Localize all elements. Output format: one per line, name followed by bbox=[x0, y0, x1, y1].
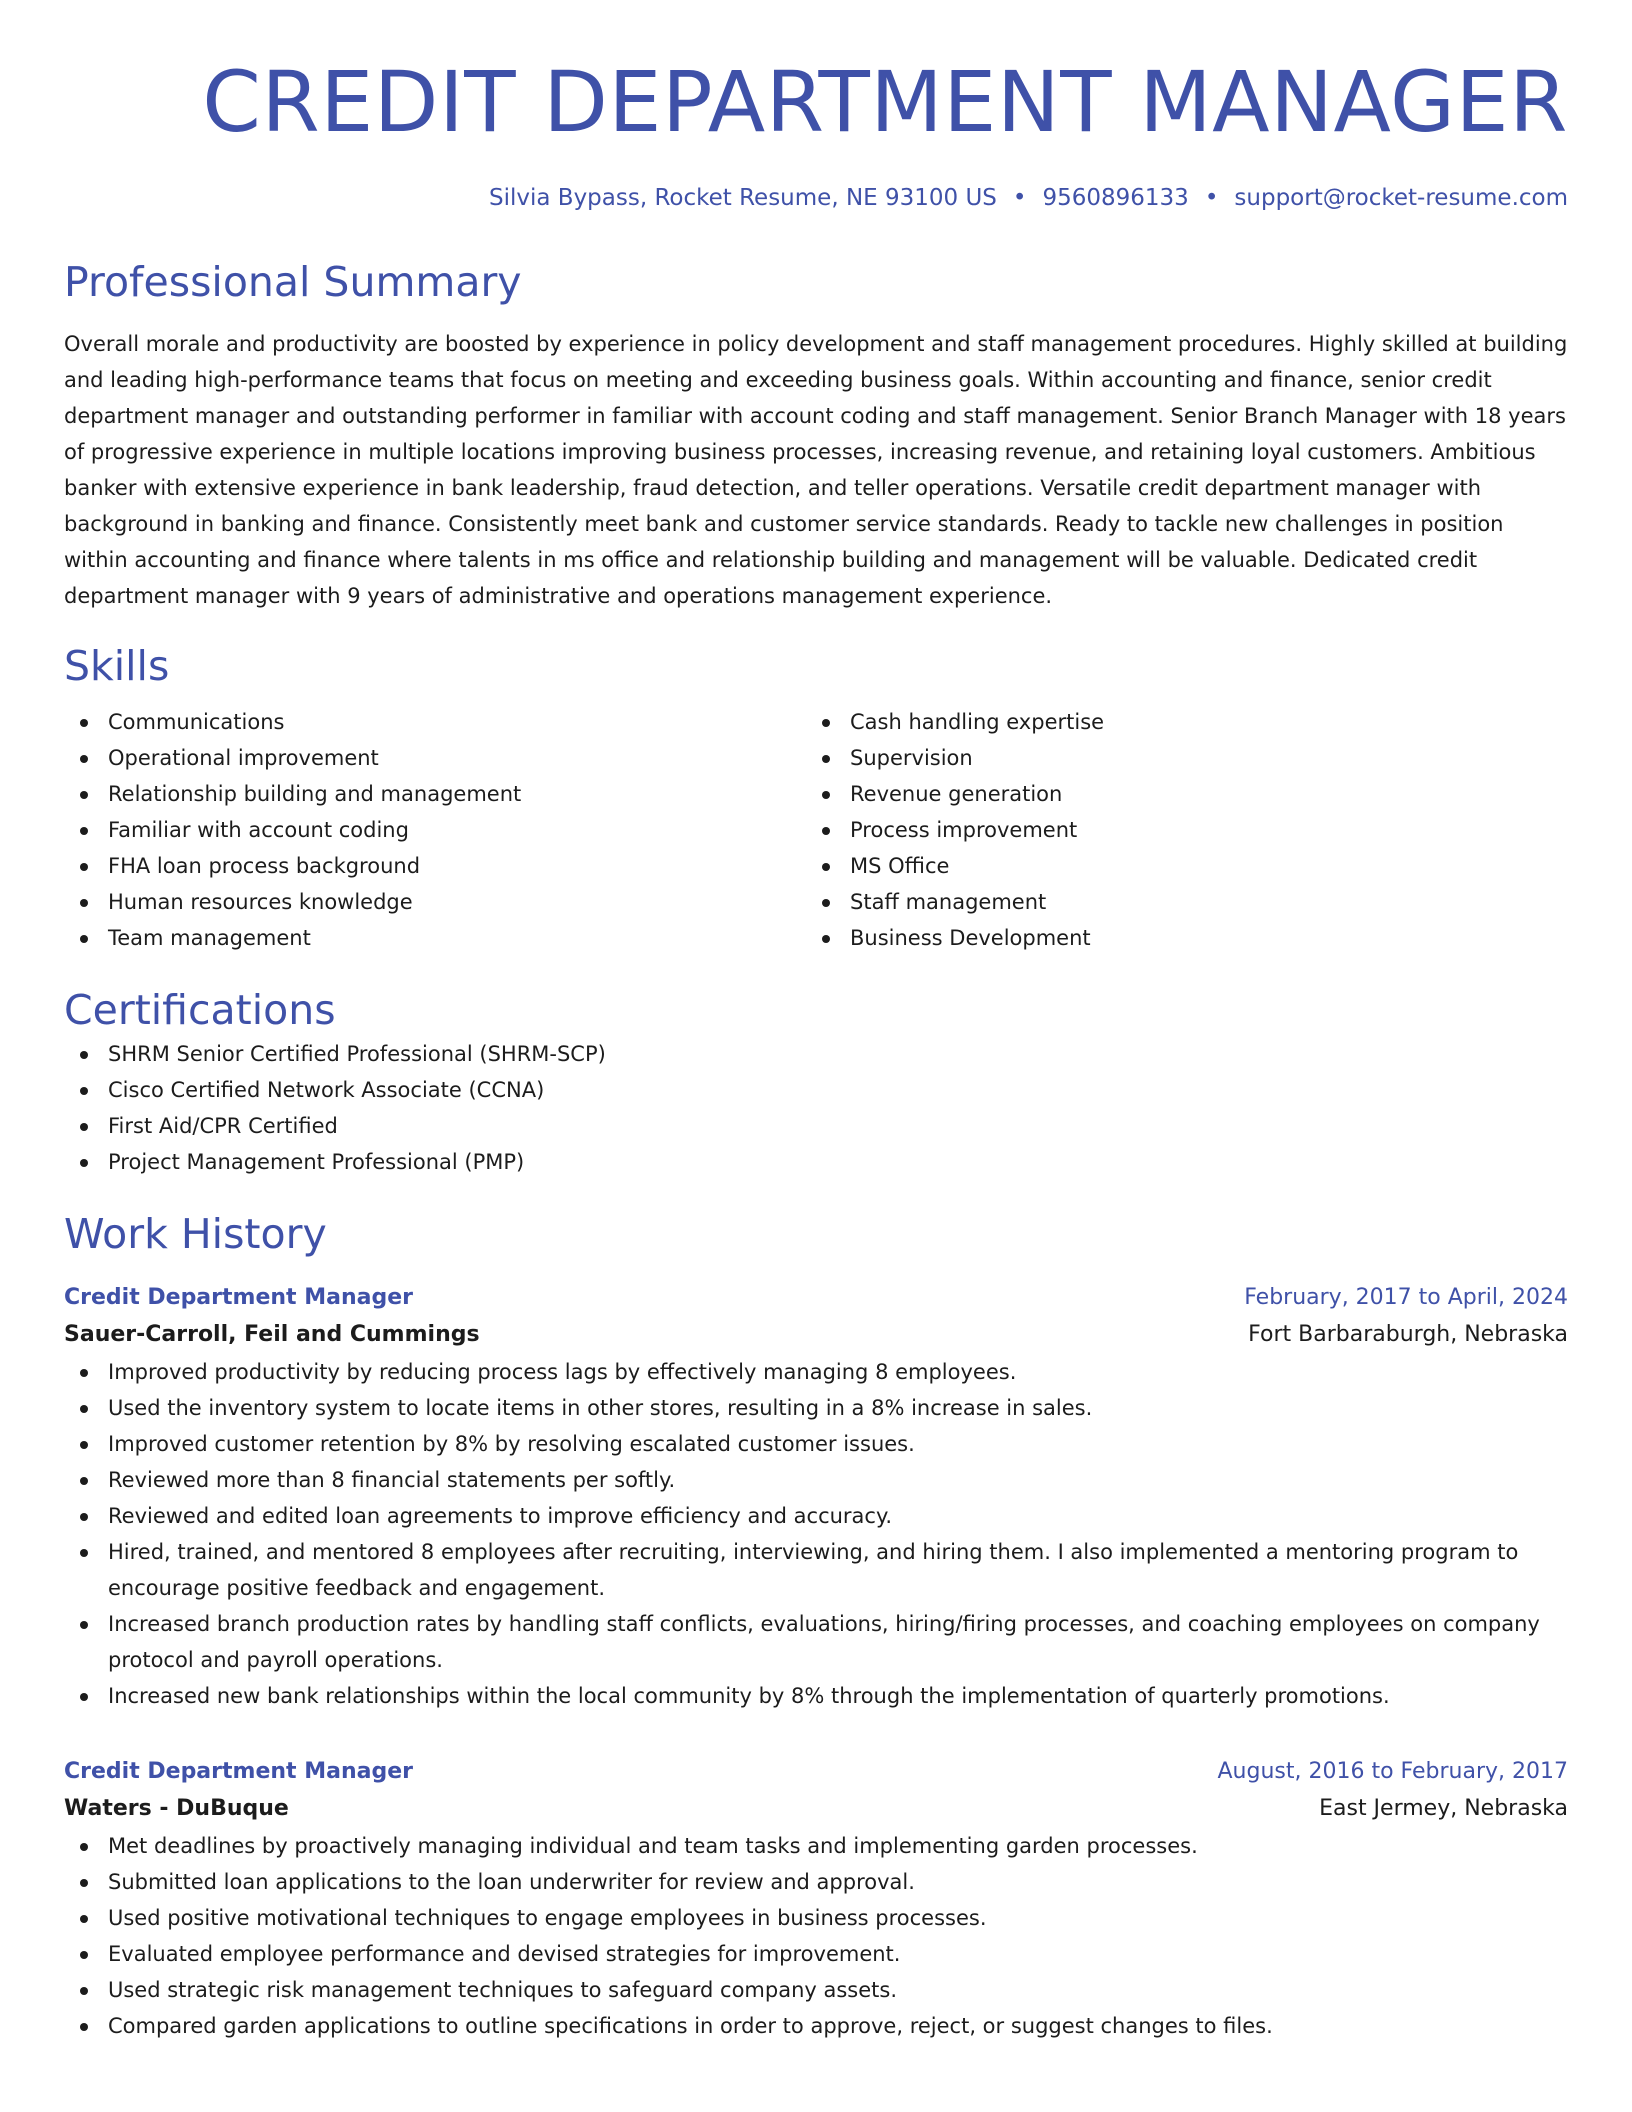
contact-line bbox=[64, 182, 1568, 214]
job-bullet: Reviewed more than 8 financial statements per softly. bbox=[64, 1462, 1568, 1498]
job-title: Credit Department Manager bbox=[64, 1285, 413, 1310]
job-bullet: Used strategic risk management techniques to safeguard company assets. bbox=[64, 1972, 1568, 2008]
contact-separator: • bbox=[1012, 185, 1027, 211]
job-title-row bbox=[64, 1754, 1568, 1790]
skill-item: Staff management bbox=[806, 884, 1548, 920]
job-bullet: Hired, trained, and mentored 8 employees after recruiting, interviewing, and hiring them. I also implemented a mentoring program to encourage positive feedback and engagement. bbox=[64, 1534, 1568, 1606]
summary-heading: Professional Summary bbox=[64, 258, 522, 306]
contact-phone: 9560896133 bbox=[1042, 185, 1189, 211]
job-entry bbox=[64, 1280, 1568, 1714]
skill-item: Human resources knowledge bbox=[64, 884, 806, 920]
certifications-heading: Certifications bbox=[64, 986, 336, 1034]
job-location: Fort Barbaraburgh, Nebraska bbox=[1248, 1322, 1568, 1347]
job-company-row bbox=[64, 1316, 1568, 1354]
skill-item: Business Development bbox=[806, 920, 1548, 956]
skills-column-left bbox=[64, 704, 806, 956]
job-bullets bbox=[64, 1354, 1568, 1714]
skills-column-right bbox=[806, 704, 1548, 956]
contact-address: Silvia Bypass, Rocket Resume, NE 93100 US bbox=[489, 185, 997, 211]
certifications-list bbox=[64, 1036, 1568, 1180]
job-dates: February, 2017 to April, 2024 bbox=[1244, 1285, 1568, 1310]
resume-title: CREDIT DEPARTMENT MANAGER bbox=[202, 53, 1568, 151]
job-bullet: Used the inventory system to locate items in other stores, resulting in a 8% increase in sales. bbox=[64, 1390, 1568, 1426]
job-location: East Jermey, Nebraska bbox=[1319, 1796, 1568, 1821]
job-bullet: Compared garden applications to outline specifications in order to approve, reject, or suggest changes to files. bbox=[64, 2008, 1568, 2044]
job-entry bbox=[64, 1754, 1568, 2044]
skills-heading: Skills bbox=[64, 642, 170, 690]
skill-item: FHA loan process background bbox=[64, 848, 806, 884]
job-bullet: Used positive motivational techniques to engage employees in business processes. bbox=[64, 1900, 1568, 1936]
skills-grid bbox=[64, 704, 1568, 956]
job-company: Sauer-Carroll, Feil and Cummings bbox=[64, 1322, 480, 1347]
skill-item: Team management bbox=[64, 920, 806, 956]
skill-item: Communications bbox=[64, 704, 806, 740]
summary-text: Overall morale and productivity are boosted by experience in policy development and staff management procedures. Highly skilled at building and leading high-performance teams that focus on meeting and exceeding business goals. Within accounting and finance, senior credit department manager and outstanding performer in familiar with account coding and staff management. Senior Branch Manager with 18 years of progressive experience in multiple locations improving business processes, increasing revenue, and retaining loyal customers. Ambitious banker with extensive experience in bank leadership, fraud detection, and teller operations. Versatile credit department manager with background in banking and finance. Consistently meet bank and customer service standards. Ready to tackle new challenges in position within accounting and finance where talents in ms office and relationship building and management will be valuable. Dedicated credit department manager with 9 years of administrative and operations management experience. bbox=[64, 332, 1568, 608]
skill-item: Operational improvement bbox=[64, 740, 806, 776]
skill-item: Cash handling expertise bbox=[806, 704, 1548, 740]
skill-item: Process improvement bbox=[806, 812, 1548, 848]
skill-item: Relationship building and management bbox=[64, 776, 806, 812]
job-bullet: Improved customer retention by 8% by resolving escalated customer issues. bbox=[64, 1426, 1568, 1462]
job-bullets bbox=[64, 1828, 1568, 2044]
job-bullet: Evaluated employee performance and devised strategies for improvement. bbox=[64, 1936, 1568, 1972]
contact-email[interactable]: support@rocket-resume.com bbox=[1234, 185, 1568, 211]
job-company: Waters - DuBuque bbox=[64, 1796, 289, 1821]
skill-item: Supervision bbox=[806, 740, 1548, 776]
job-bullet: Improved productivity by reducing process lags by effectively managing 8 employees. bbox=[64, 1354, 1568, 1390]
job-bullet: Submitted loan applications to the loan underwriter for review and approval. bbox=[64, 1864, 1568, 1900]
resume-page bbox=[64, 0, 1568, 2044]
certification-item: Cisco Certified Network Associate (CCNA) bbox=[64, 1072, 1568, 1108]
skill-item: MS Office bbox=[806, 848, 1548, 884]
job-bullet: Increased new bank relationships within the local community by 8% through the implementation of quarterly promotions. bbox=[64, 1678, 1568, 1714]
contact-separator: • bbox=[1204, 185, 1219, 211]
skill-item: Familiar with account coding bbox=[64, 812, 806, 848]
certification-item: First Aid/CPR Certified bbox=[64, 1108, 1568, 1144]
certification-item: SHRM Senior Certified Professional (SHRM-SCP) bbox=[64, 1036, 1568, 1072]
job-company-row bbox=[64, 1790, 1568, 1828]
work-history-heading: Work History bbox=[64, 1210, 327, 1258]
skills-list-right bbox=[806, 704, 1548, 956]
job-bullet: Met deadlines by proactively managing individual and team tasks and implementing garden processes. bbox=[64, 1828, 1568, 1864]
job-dates: August, 2016 to February, 2017 bbox=[1217, 1759, 1568, 1784]
skills-list-left bbox=[64, 704, 806, 956]
job-title-row bbox=[64, 1280, 1568, 1316]
job-title: Credit Department Manager bbox=[64, 1759, 413, 1784]
certification-item: Project Management Professional (PMP) bbox=[64, 1144, 1568, 1180]
skill-item: Revenue generation bbox=[806, 776, 1548, 812]
job-bullet: Reviewed and edited loan agreements to improve efficiency and accuracy. bbox=[64, 1498, 1568, 1534]
job-bullet: Increased branch production rates by handling staff conflicts, evaluations, hiring/firing processes, and coaching employees on company protocol and payroll operations. bbox=[64, 1606, 1568, 1678]
